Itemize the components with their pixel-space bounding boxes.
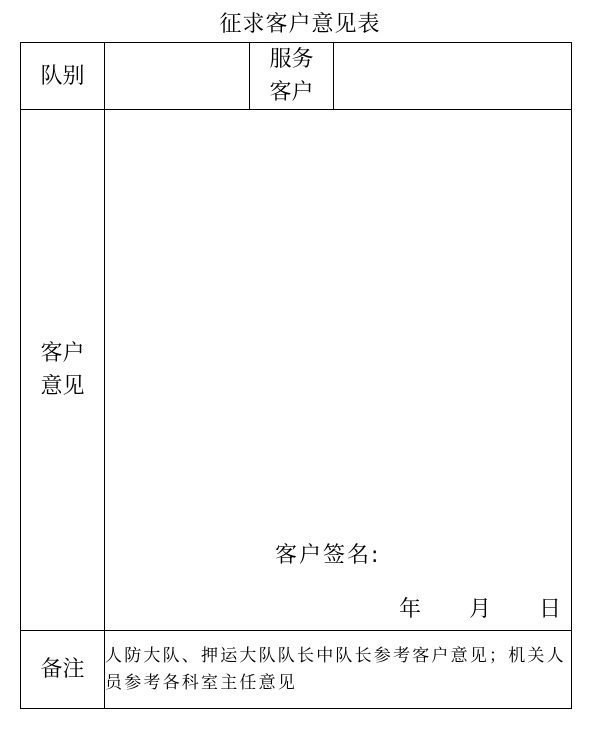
- client-opinion-label-cell: [21, 110, 105, 631]
- client-opinion-field[interactable]: [105, 110, 572, 631]
- client-signature-label: 客户签名:: [275, 543, 381, 568]
- remarks-label-cell: [21, 631, 105, 709]
- date-row: [399, 592, 561, 623]
- date-day-label: 日: [538, 597, 561, 622]
- opinion-row: [21, 110, 572, 631]
- service-client-label-cell: [250, 43, 334, 110]
- team-label-cell: [21, 43, 105, 110]
- service-client-label: 服务客户: [269, 47, 314, 105]
- client-opinion-form: [20, 42, 572, 709]
- remarks-label: 备注: [40, 657, 85, 682]
- remarks-text: 人防大队、押运大队队长中队长参考客户意见；机关人员参考各科室主任意见: [105, 631, 572, 709]
- page-title: 征求客户意见表: [219, 12, 381, 37]
- remarks-row: [21, 631, 572, 709]
- team-value-field[interactable]: [105, 43, 250, 110]
- date-year-label: 年: [398, 597, 421, 622]
- header-row: [21, 43, 572, 110]
- team-label: 队别: [40, 63, 85, 89]
- service-client-value-field[interactable]: [334, 43, 572, 110]
- date-month-label: 月: [468, 597, 491, 622]
- client-opinion-label: 客户意见: [40, 341, 85, 399]
